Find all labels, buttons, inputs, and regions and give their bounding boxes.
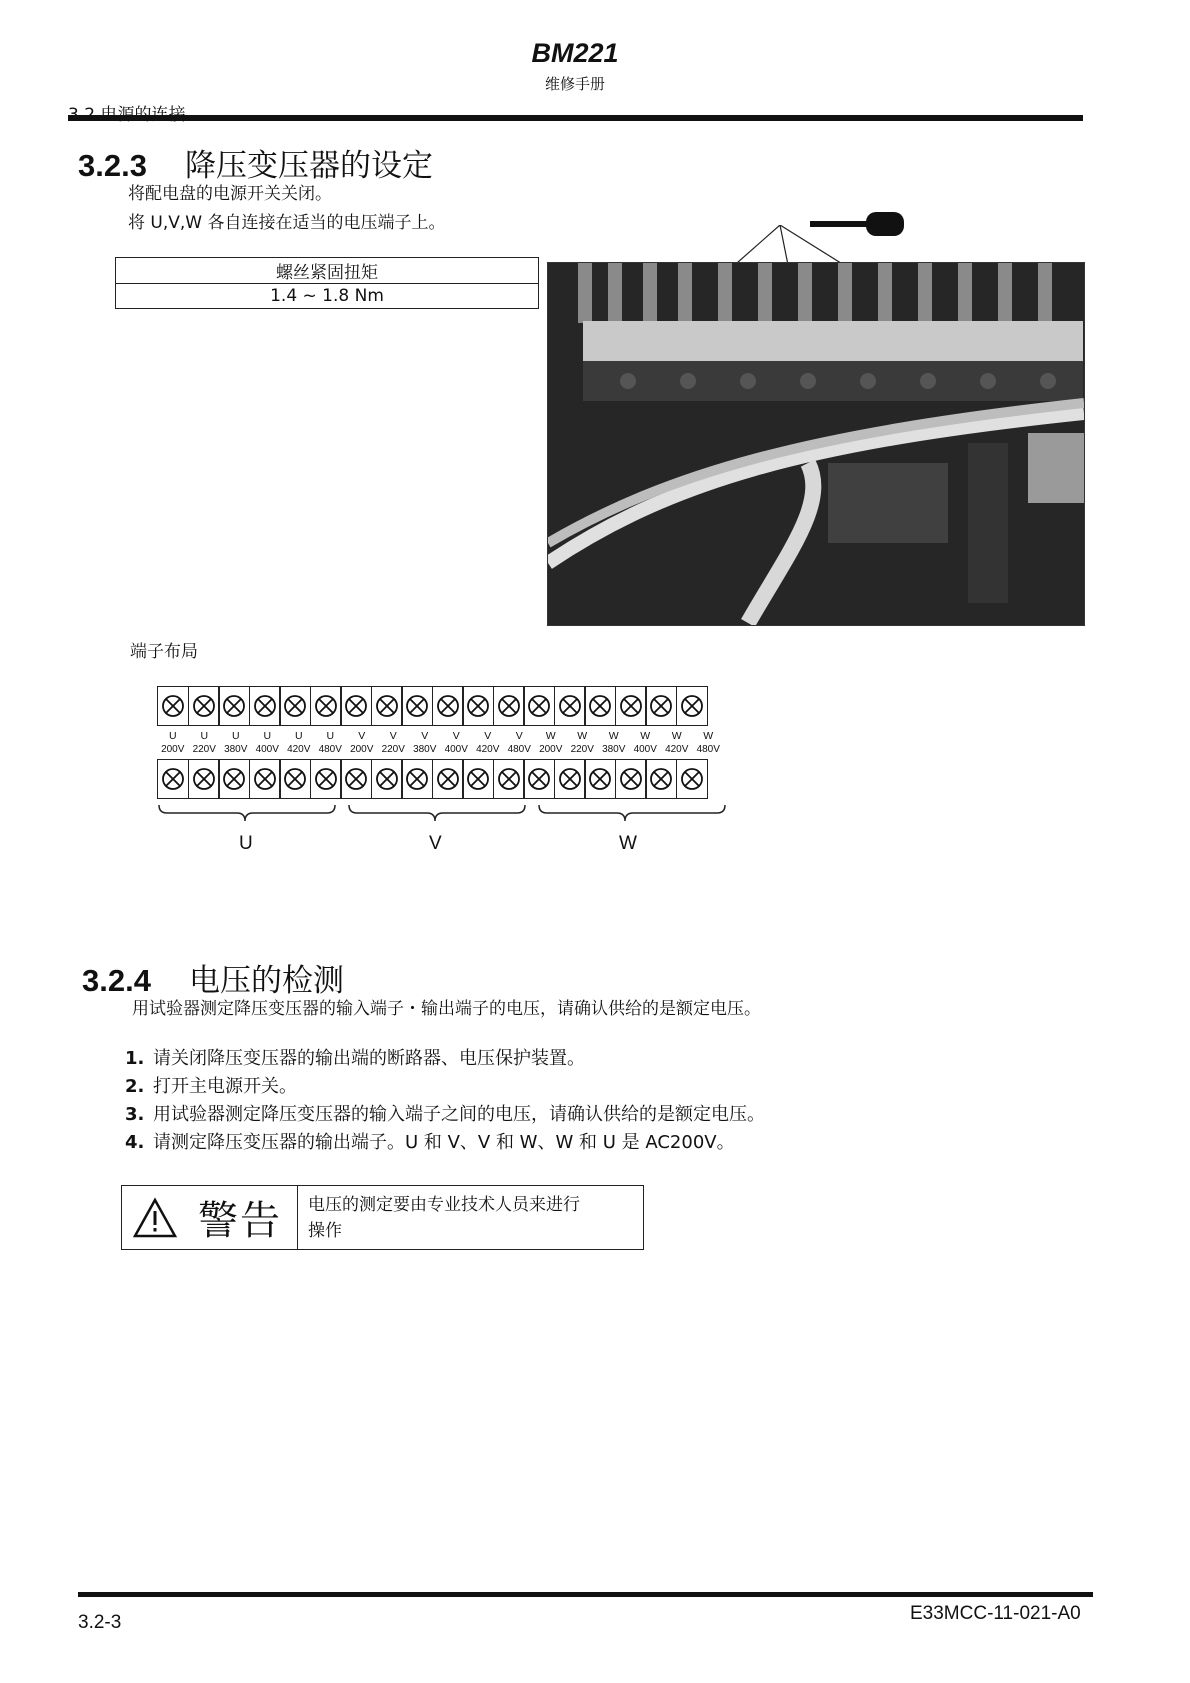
terminal-screw-icon — [310, 686, 342, 726]
step-item — [125, 1101, 765, 1129]
terminal-phase-label: U — [326, 730, 335, 742]
terminal-voltage-label: 400V — [444, 744, 468, 755]
terminal-screw-icon — [462, 759, 494, 799]
terminal-screw-icon — [462, 686, 494, 726]
terminal-phase-label: W — [703, 730, 714, 742]
terminal-voltage-label: 200V — [539, 744, 563, 755]
terminal-phase-label: W — [640, 730, 651, 742]
terminal-screw-icon — [615, 759, 647, 799]
instruction-line: 将 U,V,W 各自连接在适当的电压端子上。 — [128, 213, 446, 233]
terminal-phase-label: V — [421, 730, 429, 742]
terminal-screw-icon — [615, 686, 647, 726]
torque-header: 螺丝紧固扭矩 — [116, 258, 539, 284]
step-number: 4. — [125, 1132, 145, 1153]
instructions-323 — [128, 180, 446, 238]
terminal-voltage-label: 220V — [192, 744, 216, 755]
terminal-screw-icon — [310, 759, 342, 799]
step-number: 1. — [125, 1048, 145, 1069]
terminal-screw-icon — [157, 686, 189, 726]
section-heading-324 — [82, 955, 344, 1000]
terminal-screw-icon — [493, 759, 525, 799]
terminal-phase-label: U — [200, 730, 209, 742]
steps-list — [125, 1045, 765, 1157]
terminal-voltage-label: 380V — [602, 744, 626, 755]
terminal-voltage-label: 200V — [350, 744, 374, 755]
terminal-screw-icon — [493, 686, 525, 726]
terminal-voltage-label: 420V — [476, 744, 500, 755]
terminal-screw-icon — [432, 759, 464, 799]
terminal-voltage-label: 480V — [507, 744, 531, 755]
terminal-screw-icon — [554, 686, 586, 726]
group-label-v: V — [429, 833, 442, 854]
group-braces — [157, 803, 727, 833]
terminal-voltage-label: 420V — [665, 744, 689, 755]
terminal-screw-icon — [249, 759, 281, 799]
terminal-screw-icon — [188, 686, 220, 726]
step-item — [125, 1045, 765, 1073]
terminal-voltage-label: 220V — [570, 744, 594, 755]
document-code: E33MCC-11-021-A0 — [910, 1603, 1081, 1624]
warning-label-cell — [122, 1186, 298, 1249]
warning-text-line: 电压的测定要由专业技术人员来进行 — [308, 1195, 580, 1215]
torque-value: 1.4 ~ 1.8 Nm — [116, 284, 539, 309]
warning-text — [298, 1186, 590, 1249]
step-number: 3. — [125, 1104, 145, 1125]
step-text: 请关闭降压变压器的输出端的断路器、电压保护装置。 — [153, 1048, 585, 1069]
terminal-phase-label: W — [608, 730, 619, 742]
terminal-voltage-labels — [157, 744, 727, 755]
terminal-phase-label: W — [671, 730, 682, 742]
terminal-screw-icon — [279, 686, 311, 726]
terminal-voltage-label: 420V — [287, 744, 311, 755]
terminal-screw-icon — [645, 686, 677, 726]
doc-subtitle: 维修手册 — [544, 75, 605, 93]
terminal-voltage-label: 400V — [633, 744, 657, 755]
terminal-screw-icon — [249, 686, 281, 726]
terminal-screw-icon — [218, 759, 250, 799]
terminal-screw-icon — [218, 686, 250, 726]
terminal-screw-icon — [340, 686, 372, 726]
terminal-screw-icon — [279, 759, 311, 799]
torque-table — [115, 257, 539, 309]
section-title: 降压变压器的设定 — [184, 148, 433, 184]
terminal-screw-icon — [584, 759, 616, 799]
terminal-diagram — [157, 686, 727, 857]
step-text: 请测定降压变压器的输出端子。U 和 V、V 和 W、W 和 U 是 AC200V。 — [153, 1132, 735, 1153]
step-text: 用试验器测定降压变压器的输入端子之间的电压，请确认供给的是额定电压。 — [153, 1104, 765, 1125]
page-number: 3.2-3 — [78, 1612, 122, 1633]
terminal-screw-icon — [676, 759, 708, 799]
terminal-phase-label: W — [577, 730, 588, 742]
terminal-screw-icon — [401, 686, 433, 726]
warning-label: 警告 — [198, 1198, 282, 1244]
footer-rule — [78, 1592, 1093, 1597]
section-number: 3.2.3 — [78, 148, 147, 183]
doc-title: BM221 — [531, 38, 619, 68]
terminal-phase-label: U — [231, 730, 240, 742]
section-breadcrumb — [68, 100, 185, 125]
warning-text-line: 操作 — [308, 1221, 342, 1241]
terminal-screw-icon — [371, 759, 403, 799]
group-label-u: U — [239, 833, 253, 854]
terminal-layout-label: 端子布局 — [130, 642, 198, 662]
terminal-phase-label: U — [263, 730, 272, 742]
terminal-screw-icon — [432, 686, 464, 726]
terminal-phase-labels — [157, 730, 727, 742]
terminal-screw-icon — [676, 686, 708, 726]
terminal-screw-icon — [645, 759, 677, 799]
terminal-screw-icon — [523, 759, 555, 799]
terminal-screw-icon — [188, 759, 220, 799]
step-item — [125, 1073, 765, 1101]
terminal-screw-icon — [584, 686, 616, 726]
terminal-screw-icon — [554, 759, 586, 799]
warning-triangle-icon — [132, 1197, 178, 1239]
terminal-screw-icon — [371, 686, 403, 726]
section-number: 3.2.4 — [82, 963, 151, 998]
terminal-phase-label: V — [358, 730, 366, 742]
section-title: 电压的检测 — [188, 963, 344, 999]
terminal-row-top — [157, 686, 727, 726]
terminal-phase-label: V — [484, 730, 492, 742]
terminal-voltage-label: 380V — [413, 744, 437, 755]
terminal-screw-icon — [340, 759, 372, 799]
terminal-screw-icon — [157, 759, 189, 799]
terminal-screw-icon — [401, 759, 433, 799]
terminal-phase-label: V — [452, 730, 460, 742]
step-number: 2. — [125, 1076, 145, 1097]
terminal-screw-icon — [523, 686, 555, 726]
section-heading-323 — [78, 140, 433, 185]
warning-box — [121, 1185, 644, 1250]
terminal-block-photo — [547, 262, 1085, 626]
terminal-phase-label: U — [294, 730, 303, 742]
terminal-voltage-label: 480V — [318, 744, 342, 755]
intro-324: 用试验器测定降压变压器的输入端子・输出端子的电压，请确认供给的是额定电压。 — [132, 999, 761, 1019]
step-text: 打开主电源开关。 — [153, 1076, 297, 1097]
terminal-voltage-label: 220V — [381, 744, 405, 755]
terminal-phase-label: U — [168, 730, 177, 742]
group-label-w: W — [619, 833, 637, 854]
terminal-phase-label: V — [515, 730, 523, 742]
terminal-phase-label: V — [389, 730, 397, 742]
terminal-voltage-label: 380V — [224, 744, 248, 755]
terminal-phase-label: W — [545, 730, 556, 742]
terminal-voltage-label: 480V — [696, 744, 720, 755]
terminal-voltage-label: 400V — [255, 744, 279, 755]
instruction-line: 将配电盘的电源开关关闭。 — [128, 184, 332, 204]
header-rule — [68, 115, 1083, 121]
step-item — [125, 1129, 765, 1157]
terminal-voltage-label: 200V — [161, 744, 185, 755]
terminal-row-bottom — [157, 759, 727, 799]
